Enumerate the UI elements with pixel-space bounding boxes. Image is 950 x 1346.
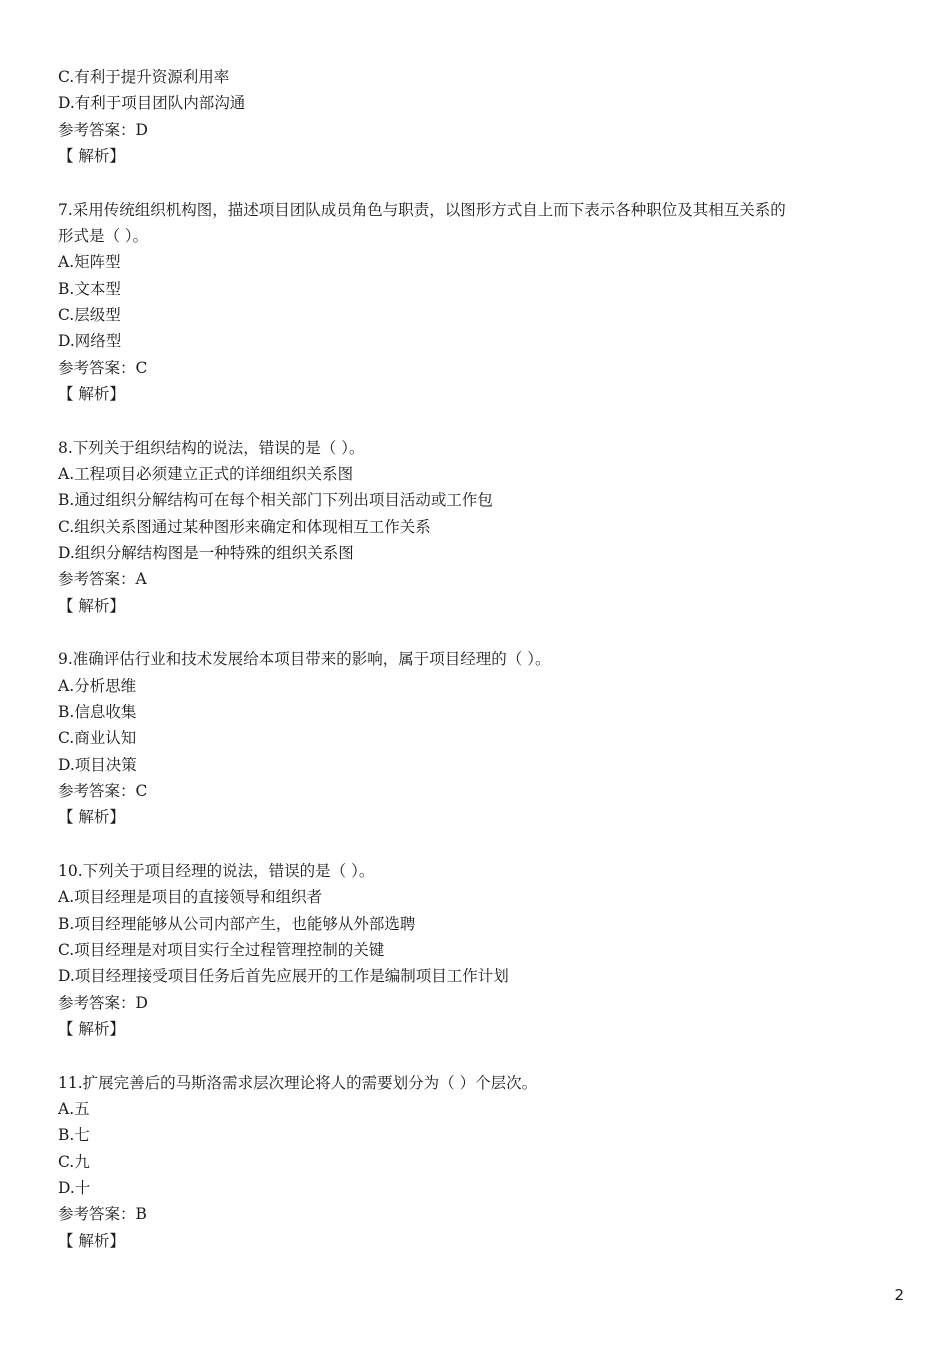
option-a: A.分析思维 <box>58 676 137 695</box>
option-c: C.层级型 <box>58 305 121 324</box>
option-a: A.项目经理是项目的直接领导和组织者 <box>58 888 323 907</box>
option-d: D.有利于项目团队内部沟通 <box>58 94 246 113</box>
reference-answer: 参考答案：C <box>58 781 148 800</box>
question-block-6-tail <box>58 64 898 169</box>
analysis-label: 【 解析】 <box>58 384 125 403</box>
question-stem: 7.采用传统组织机构图，描述项目团队成员角色与职责，以图形方式自上而下表示各种职位及其相互关系的 <box>58 200 786 219</box>
option-c: C.九 <box>58 1152 90 1171</box>
option-c: C.有利于提升资源利用率 <box>58 68 230 86</box>
option-b: B.项目经理能够从公司内部产生，也能够从外部选聘 <box>58 914 416 933</box>
option-a: A.五 <box>58 1100 90 1119</box>
analysis-label: 【 解析】 <box>58 1231 125 1250</box>
option-b: B.七 <box>58 1126 90 1145</box>
question-block-8 <box>58 435 898 619</box>
analysis-label: 【 解析】 <box>58 596 125 615</box>
question-block-10 <box>58 858 898 1042</box>
question-stem: 10.下列关于项目经理的说法，错误的是（ ）。 <box>58 862 375 881</box>
document-page <box>58 64 898 1254</box>
analysis-label: 【 解析】 <box>58 808 125 827</box>
page-number: 2 <box>894 1286 904 1304</box>
question-stem: 11.扩展完善后的马斯洛需求层次理论将人的需要划分为（ ）个层次。 <box>58 1073 538 1092</box>
question-stem: 9.准确评估行业和技术发展给本项目带来的影响，属于项目经理的（ ）。 <box>58 650 551 669</box>
reference-answer: 参考答案：B <box>58 1205 147 1224</box>
option-d: D.项目经理接受项目任务后首先应展开的工作是编制项目工作计划 <box>58 967 509 986</box>
option-c: C.项目经理是对项目实行全过程管理控制的关键 <box>58 940 385 959</box>
question-block-9 <box>58 646 898 830</box>
question-stem-continued: 形式是（ ）。 <box>58 227 149 246</box>
option-d: D.网络型 <box>58 332 122 351</box>
option-d: D.项目决策 <box>58 755 137 774</box>
option-b: B.文本型 <box>58 279 121 298</box>
reference-answer: 参考答案：D <box>58 993 148 1012</box>
reference-answer: 参考答案：D <box>58 120 148 139</box>
analysis-label: 【 解析】 <box>58 146 125 165</box>
option-c: C.组织关系图通过某种图形来确定和体现相互工作关系 <box>58 517 431 536</box>
question-block-7 <box>58 197 898 407</box>
reference-answer: 参考答案：A <box>58 570 147 589</box>
option-a: A.工程项目必须建立正式的详细组织关系图 <box>58 465 354 484</box>
reference-answer: 参考答案：C <box>58 358 148 377</box>
option-b: B.信息收集 <box>58 703 137 722</box>
option-d: D.十 <box>58 1178 91 1197</box>
question-block-11 <box>58 1070 898 1254</box>
option-d: D.组织分解结构图是一种特殊的组织关系图 <box>58 543 354 562</box>
option-a: A.矩阵型 <box>58 253 121 272</box>
analysis-label: 【 解析】 <box>58 1019 125 1038</box>
question-stem: 8.下列关于组织结构的说法，错误的是（ ）。 <box>58 438 365 457</box>
option-c: C.商业认知 <box>58 729 137 748</box>
option-b: B.通过组织分解结构可在每个相关部门下列出项目活动或工作包 <box>58 491 493 510</box>
